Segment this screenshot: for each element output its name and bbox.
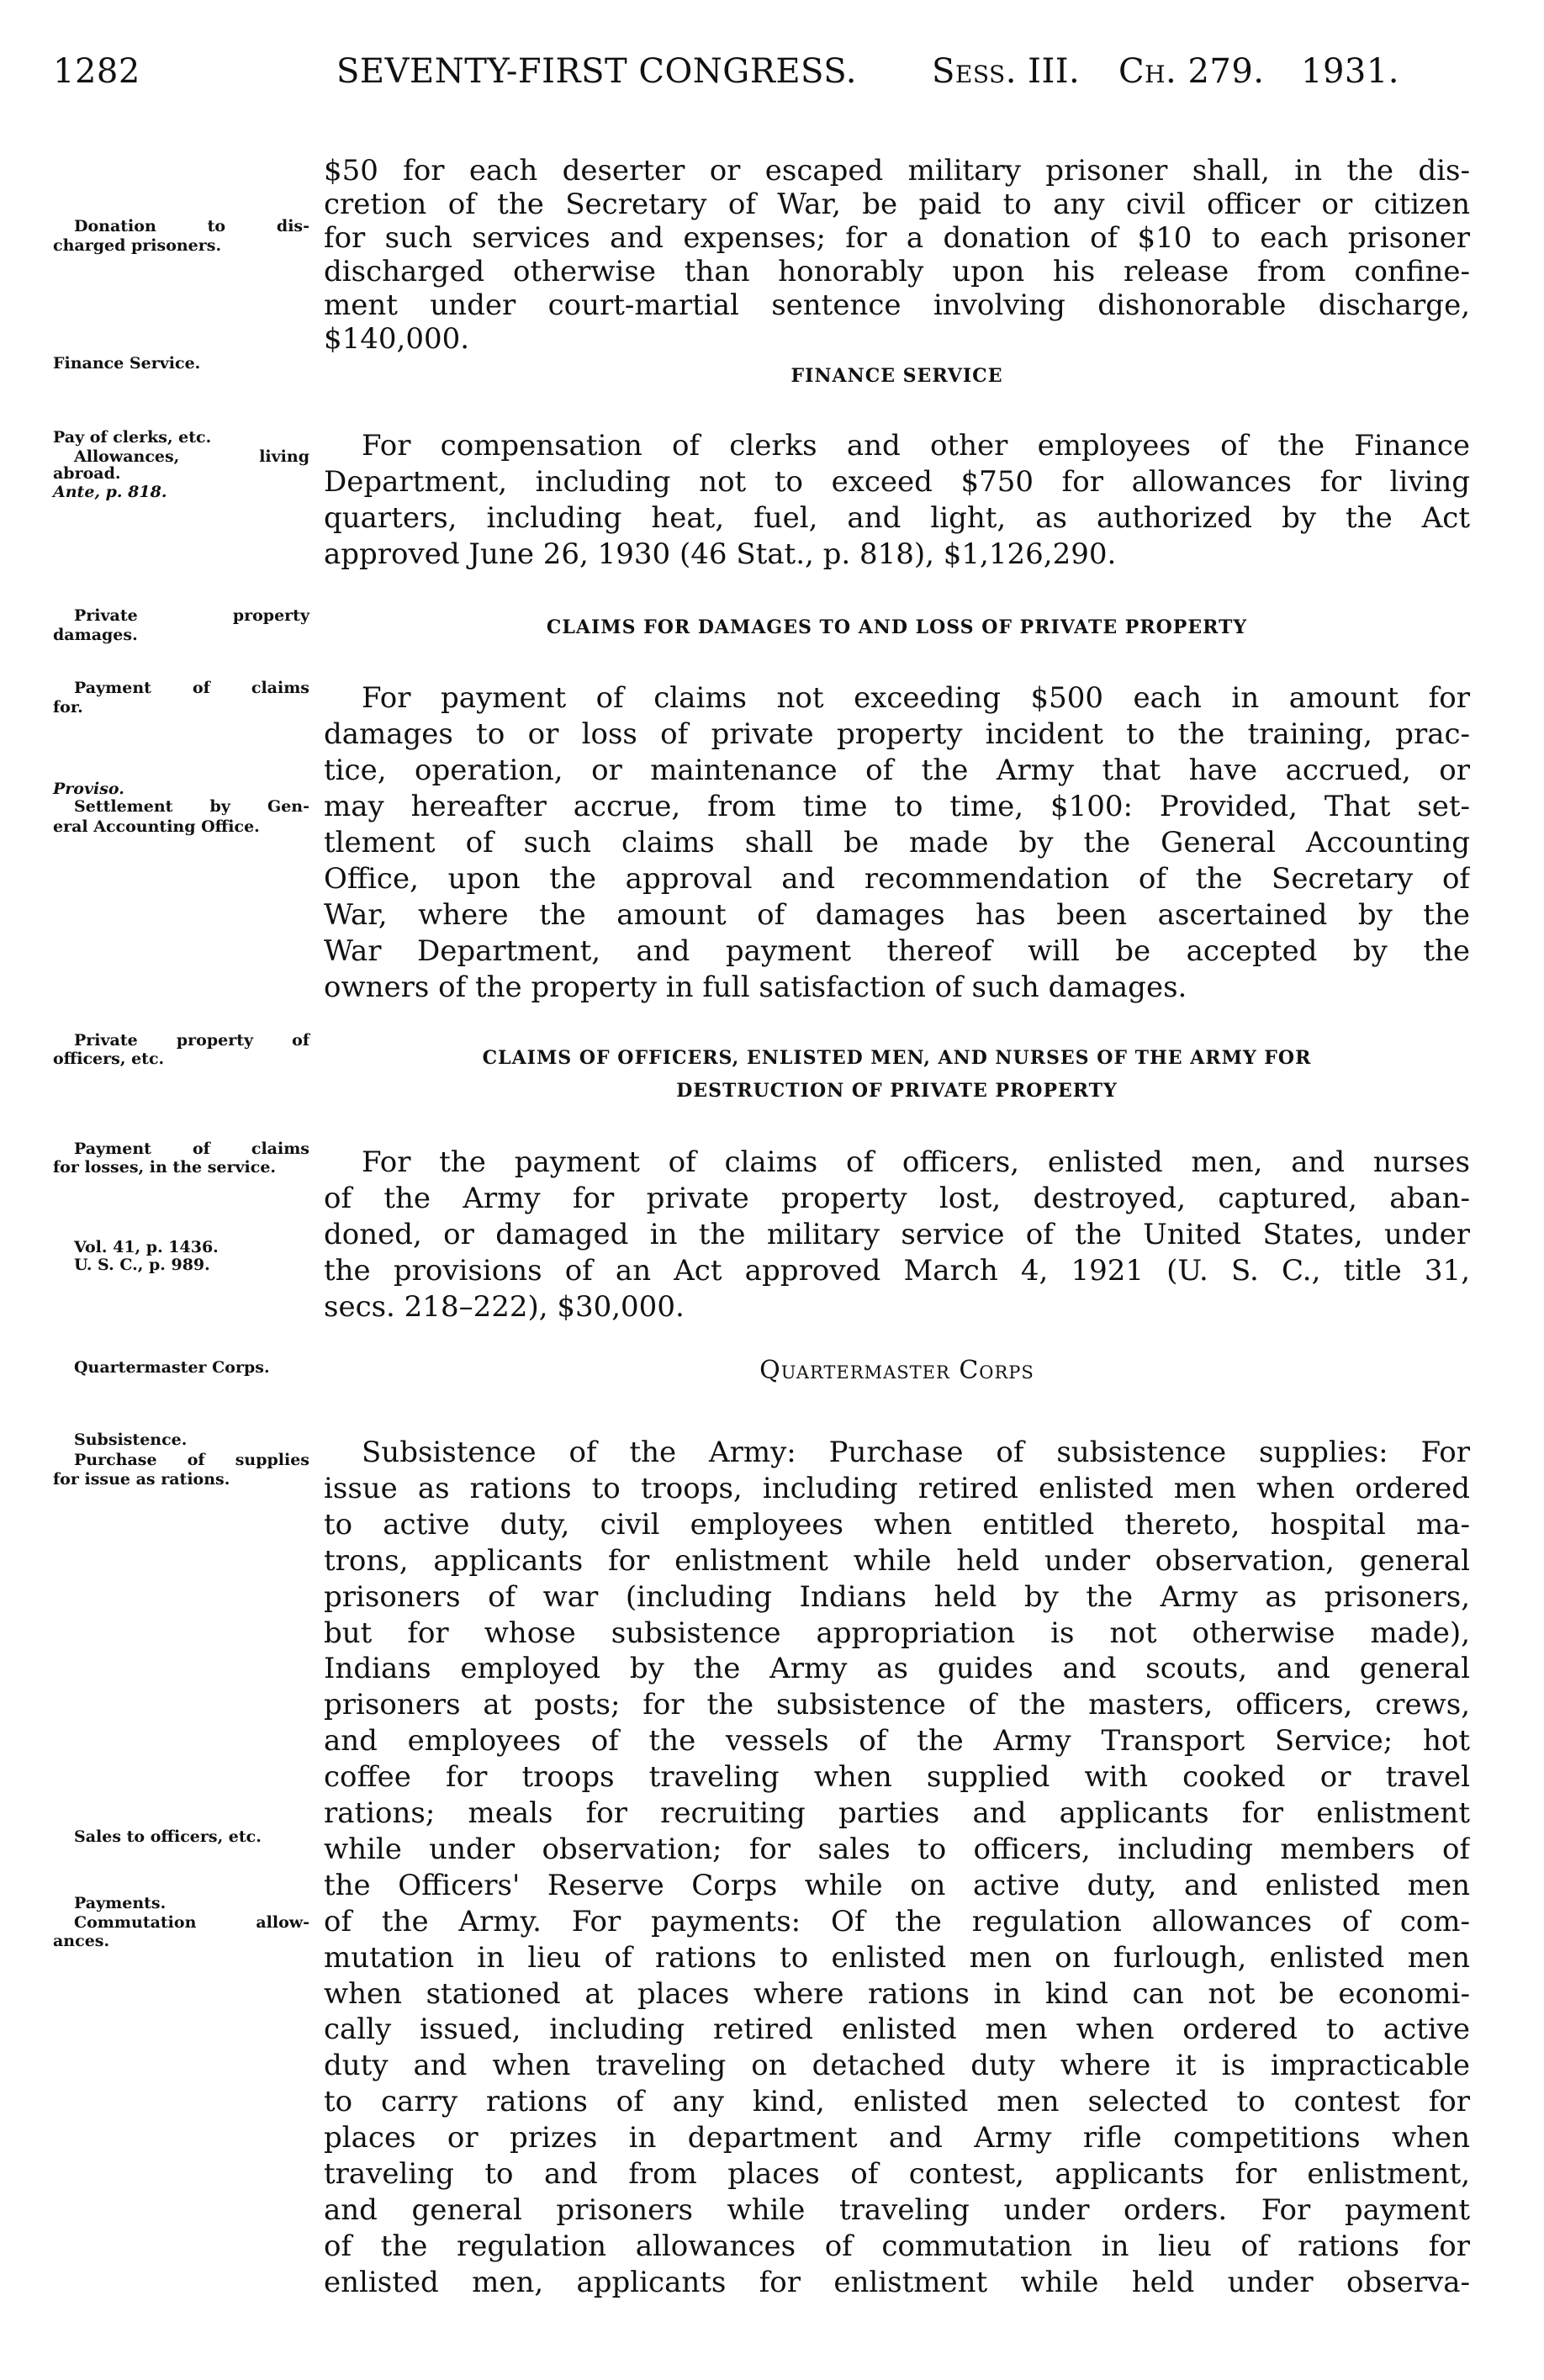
paragraph-line: mutation in lieu of rations to enlisted men on furlough, enlisted men [324, 1941, 1470, 1975]
paragraph-line: trons, applicants for enlistment while held under observation, general [324, 1544, 1470, 1578]
paragraph-line: discharged otherwise than honorably upon his release from confine- [324, 255, 1470, 288]
page-number: 1282 [53, 52, 140, 91]
paragraph-line: rations; meals for recruiting parties and applicants for enlistment [324, 1796, 1470, 1830]
paragraph-line: owners of the property in full satisfaction of such damages. [324, 971, 1187, 1004]
paragraph-line: quarters, including heat, fuel, and light, as authorized by the Act [324, 501, 1470, 535]
paragraph-line: issue as rations to troops, including retired enlisted men when ordered [324, 1472, 1470, 1505]
paragraph-line: Indians employed by the Army as guides and scouts, and general [324, 1652, 1470, 1685]
margin-note: abroad. [53, 464, 121, 483]
margin-note: Payments. [74, 1894, 167, 1912]
paragraph-line: to carry rations of any kind, enlisted men selected to contest for [324, 2085, 1470, 2118]
paragraph-line: $50 for each deserter or escaped military prisoner shall, in the dis- [324, 154, 1470, 188]
paragraph-line: cretion of the Secretary of War, be paid to any civil officer or citizen [324, 188, 1470, 221]
chapter: Ch. 279. [1118, 52, 1265, 91]
margin-note: Subsistence. [74, 1431, 188, 1449]
margin-note: Payment of claims [74, 1140, 309, 1158]
paragraph-line: For payment of claims not exceeding $500 each in amount for [362, 681, 1470, 715]
margin-note: Donation to dis- [74, 217, 309, 235]
paragraph-line: and general prisoners while traveling under orders. For payment [324, 2193, 1470, 2227]
paragraph-line: Subsistence of the Army: Purchase of subsistence supplies: For [362, 1436, 1470, 1469]
session: Sess. III. [932, 52, 1081, 91]
margin-note: for losses, in the service. [53, 1158, 277, 1177]
paragraph-line: Office, upon the approval and recommendation of the Secretary of [324, 862, 1470, 896]
margin-note: Settlement by Gen- [74, 797, 309, 816]
paragraph-line: damages to or loss of private property incident to the training, prac- [324, 717, 1470, 751]
margin-note: Commutation allow- [74, 1913, 309, 1932]
margin-note: ances. [53, 1932, 110, 1950]
paragraph-line: when stationed at places where rations in kind can not be economi- [324, 1977, 1470, 2011]
margin-note: U. S. C., p. 989. [74, 1256, 210, 1274]
paragraph-line: traveling to and from places of contest, applicants for enlistment, [324, 2157, 1470, 2191]
paragraph-line: War Department, and payment thereof will be accepted by the [324, 934, 1470, 968]
paragraph-line: while under observation; for sales to officers, including members of [324, 1833, 1470, 1866]
margin-note: Allowances, living [74, 447, 309, 466]
paragraph-line: doned, or damaged in the military service of the United States, under [324, 1218, 1470, 1251]
margin-note: Payment of claims [74, 679, 309, 697]
section-heading: Quartermaster Corps [759, 1356, 1034, 1385]
margin-note: Private property of [74, 1031, 309, 1050]
paragraph-line: of the Army. For payments: Of the regulation allowances of com- [324, 1905, 1470, 1938]
margin-note: Finance Service. [53, 354, 201, 373]
paragraph-line: coffee for troops traveling when supplied with cooked or travel [324, 1760, 1470, 1794]
paragraph-line: War, where the amount of damages has been ascertained by the [324, 898, 1470, 932]
paragraph-line: $140,000. [324, 322, 470, 356]
paragraph-line: enlisted men, applicants for enlistment while held under observa- [324, 2266, 1470, 2299]
margin-note: for. [53, 698, 83, 717]
section-heading: FINANCE SERVICE [791, 365, 1003, 387]
running-title: SEVENTY-FIRST CONGRESS. [336, 52, 857, 91]
margin-note: Private property [74, 606, 309, 625]
margin-note: Purchase of supplies [74, 1451, 309, 1469]
paragraph-line: of the Army for private property lost, destroyed, captured, aban- [324, 1182, 1470, 1215]
section-heading: DESTRUCTION OF PRIVATE PROPERTY [676, 1080, 1118, 1102]
margin-note: for issue as rations. [53, 1470, 230, 1489]
section-heading: CLAIMS FOR DAMAGES TO AND LOSS OF PRIVATE PROPERTY [546, 616, 1248, 638]
margin-note: Proviso. [53, 780, 124, 798]
margin-note: Quartermaster Corps. [74, 1358, 270, 1377]
paragraph-line: the provisions of an Act approved March 4, 1921 (U. S. C., title 31, [324, 1254, 1470, 1288]
paragraph-line: to active duty, civil employees when entitled thereto, hospital ma- [324, 1508, 1470, 1542]
paragraph-line: Department, including not to exceed $750 for allowances for living [324, 465, 1470, 499]
paragraph-line: duty and when traveling on detached duty where it is impracticable [324, 2049, 1470, 2082]
paragraph-line: tlement of such claims shall be made by the General Accounting [324, 826, 1470, 859]
paragraph-line: tice, operation, or maintenance of the Army that have accrued, or [324, 754, 1470, 787]
year: 1931. [1301, 52, 1400, 91]
margin-note: charged prisoners. [53, 236, 222, 255]
paragraph-line: of the regulation allowances of commutation in lieu of rations for [324, 2229, 1470, 2263]
paragraph-line: and employees of the vessels of the Army Transport Service; hot [324, 1724, 1470, 1758]
paragraph-line: places or prizes in department and Army rifle competitions when [324, 2121, 1470, 2155]
section-heading: CLAIMS OF OFFICERS, ENLISTED MEN, AND NURSES OF THE ARMY FOR [482, 1047, 1312, 1069]
paragraph-line: For compensation of clerks and other employees of the Finance [362, 429, 1470, 463]
paragraph-line: the Officers' Reserve Corps while on active duty, and enlisted men [324, 1869, 1470, 1902]
paragraph-line: secs. 218–222), $30,000. [324, 1290, 685, 1324]
paragraph-line: cally issued, including retired enlisted men when ordered to active [324, 2012, 1470, 2046]
margin-note: Sales to officers, etc. [74, 1827, 262, 1846]
paragraph-line: prisoners at posts; for the subsistence of the masters, officers, crews, [324, 1688, 1470, 1722]
margin-note: Pay of clerks, etc. [53, 428, 212, 447]
paragraph-line: ment under court-martial sentence involving dishonorable discharge, [324, 288, 1470, 322]
paragraph-line: but for whose subsistence appropriation is not otherwise made), [324, 1616, 1470, 1650]
margin-note: damages. [53, 626, 138, 644]
margin-note: officers, etc. [53, 1050, 165, 1068]
margin-note: Ante, p. 818. [53, 483, 167, 501]
paragraph-line: approved June 26, 1930 (46 Stat., p. 818), $1,126,290. [324, 537, 1117, 571]
paragraph-line: For the payment of claims of officers, enlisted men, and nurses [362, 1145, 1470, 1179]
margin-note: eral Accounting Office. [53, 817, 260, 836]
paragraph-line: prisoners of war (including Indians held by the Army as prisoners, [324, 1580, 1470, 1614]
paragraph-line: may hereafter accrue, from time to time, $100: Provided, That set- [324, 790, 1470, 823]
paragraph-line: for such services and expenses; for a donation of $10 to each prisoner [324, 221, 1470, 255]
margin-note: Vol. 41, p. 1436. [74, 1238, 219, 1256]
